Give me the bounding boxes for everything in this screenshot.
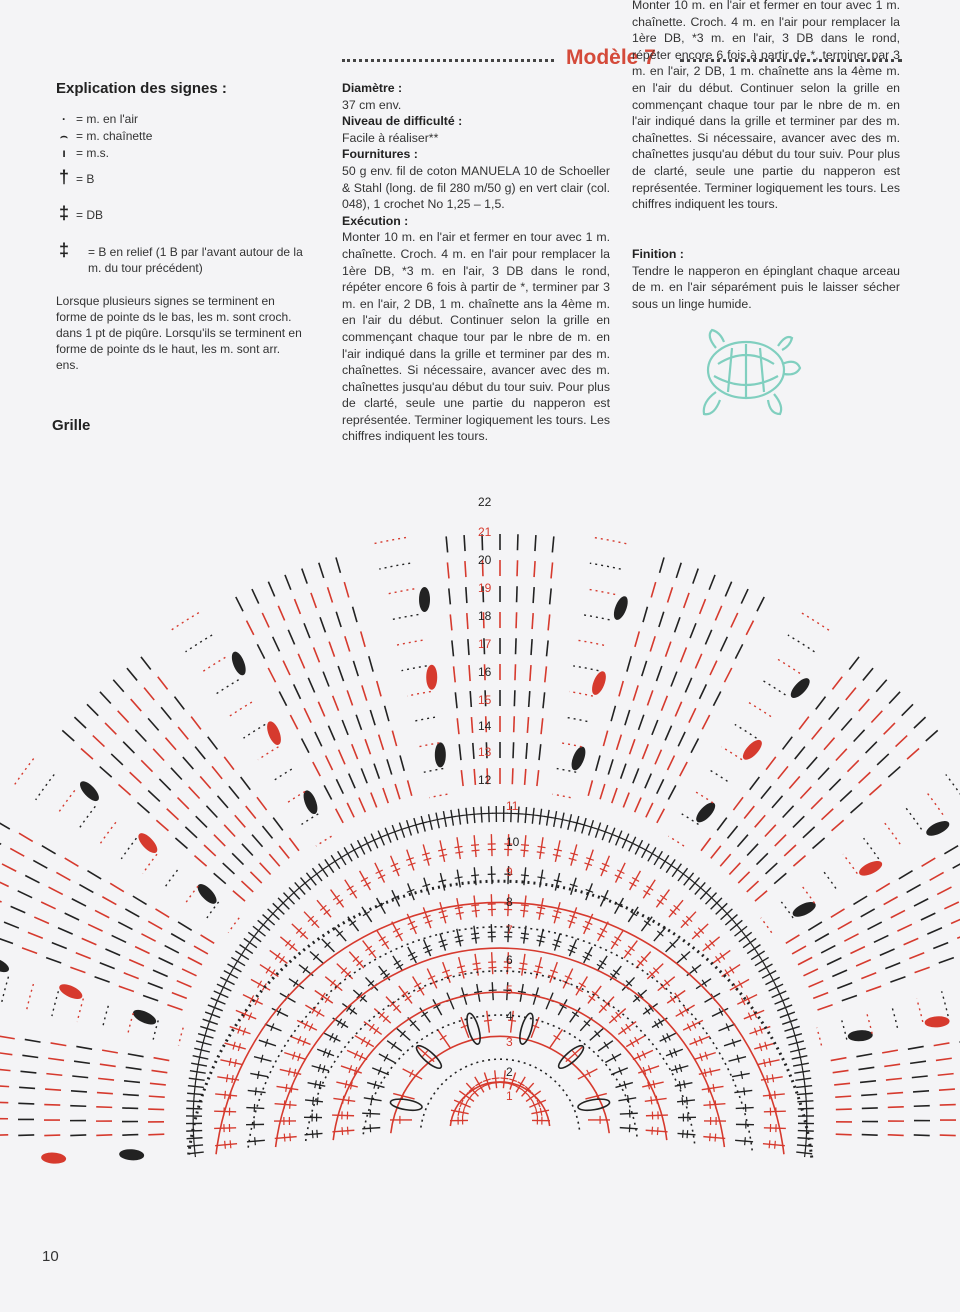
grille-label: Grille bbox=[52, 417, 91, 434]
round-label-2: 2 bbox=[506, 1065, 513, 1079]
round-label-16: 16 bbox=[478, 665, 492, 679]
legend-item-single-crochet: ı = m.s. bbox=[56, 146, 109, 160]
round-label-5: 5 bbox=[506, 983, 513, 997]
double-cross-icon: ‡ bbox=[58, 203, 69, 223]
single-cross-icon: † bbox=[58, 167, 69, 187]
fan-ray bbox=[668, 613, 937, 901]
niveau-label: Niveau de difficulté : bbox=[342, 114, 463, 129]
legend-item-relief-treble: ‡ = B en relief (1 B par l'avant autour de la m. du tour précédent) bbox=[56, 244, 306, 276]
round-label-9: 9 bbox=[506, 865, 513, 879]
fan-ray bbox=[553, 538, 765, 823]
round-label-21: 21 bbox=[478, 525, 492, 539]
fan-ray bbox=[0, 821, 214, 1046]
finition-value: Tendre le napperon en épinglant chaque arceau de m. en l'air séparément puis le laisser sécher sous un linge humide. bbox=[632, 263, 900, 311]
round-label-3: 3 bbox=[506, 1035, 513, 1049]
arc-icon: ⌢ bbox=[60, 129, 68, 143]
relief-cross-icon: ‡ bbox=[58, 240, 69, 260]
crochet-chart bbox=[40, 360, 920, 1240]
round-label-12: 12 bbox=[478, 773, 492, 787]
round-label-20: 20 bbox=[478, 553, 492, 567]
page-number: 10 bbox=[42, 1248, 59, 1265]
round-label-19: 19 bbox=[478, 581, 492, 595]
fournitures-label: Fournitures : bbox=[342, 147, 418, 162]
vertical-bar-icon: ı bbox=[62, 146, 66, 160]
round-label-11: 11 bbox=[506, 799, 519, 813]
legend-item-chain: · = m. en l'air bbox=[56, 112, 138, 126]
round-ring bbox=[450, 1070, 550, 1126]
round-label-15: 15 bbox=[478, 693, 492, 707]
niveau-value: Facile à réaliser** bbox=[342, 130, 439, 145]
fan-ray bbox=[817, 955, 960, 1136]
fournitures-value: 50 g env. fil de coton MANUELA 10 de Schoeller & Stahl (long. de fil 280 m/50 g) en vert clair (col. 048), 1 crochet No 1,25 – 1,5. bbox=[342, 163, 610, 212]
round-label-6: 6 bbox=[506, 953, 513, 967]
execution-value-continued: Monter 10 m. en l'air et fermer en tour avec 1 m. chaînette. Croch. 4 m. en l'air pour remplacer la 1ère DB, *3 m. en l'air, 3 DB dans le rond, répéter encore 6 fois à partir de *, terminer par 3 m. en l'air, 2 DB, 1 m. chaînette ans la 4ème m. en l'air du début. Continuer selon la grille en commençant chaque tour par le nbre de m. en l'air indiqué dans la grille et terminer par des m. chaînettes. Si nécessaire, avancer avec des m. chaînettes jusqu'au début du tour suiv. Pour plus de clarté, seule une partie du napperon est représentée. Terminer logiquement les tours. Les chiffres indiquent les tours. bbox=[632, 0, 900, 212]
instructions-column-middle bbox=[342, 80, 610, 444]
execution-label: Exécution : bbox=[342, 213, 409, 228]
fan-ray bbox=[761, 759, 960, 1010]
diametre-value: 37 cm env. bbox=[342, 97, 402, 112]
fan-ray bbox=[0, 1027, 169, 1166]
round-label-1: 1 bbox=[506, 1089, 513, 1103]
model-title: Modèle 7 bbox=[566, 46, 656, 69]
round-ring bbox=[214, 834, 786, 1154]
dot-icon: · bbox=[62, 112, 66, 126]
legend-item-treble: † = B bbox=[56, 170, 94, 186]
round-ring bbox=[186, 806, 814, 1158]
round-ring bbox=[304, 924, 696, 1143]
crochet-chart-stitches bbox=[0, 534, 960, 1166]
legend-item-double-treble: ‡ = DB bbox=[56, 206, 103, 222]
finition-label: Finition : bbox=[632, 247, 684, 261]
round-label-4: 4 bbox=[506, 1009, 513, 1023]
diametre-label: Diamètre : bbox=[342, 81, 403, 95]
round-label-14: 14 bbox=[478, 719, 492, 733]
round-label-22: 22 bbox=[478, 495, 492, 509]
round-label-18: 18 bbox=[478, 609, 492, 623]
round-label-10: 10 bbox=[506, 835, 520, 849]
fan-ray bbox=[171, 557, 412, 846]
round-label-13: 13 bbox=[478, 745, 492, 759]
round-ring bbox=[421, 1059, 580, 1129]
instructions-column-right bbox=[632, 0, 900, 312]
round-label-17: 17 bbox=[478, 637, 492, 651]
round-label-7: 7 bbox=[506, 923, 513, 937]
legend-title: Explication des signes : bbox=[56, 80, 227, 97]
legend-item-slip-stitch: ⌢ = m. chaînette bbox=[56, 129, 152, 143]
round-label-8: 8 bbox=[506, 895, 513, 909]
legend-note: Lorsque plusieurs signes se terminent en forme de pointe ds le bas, les m. sont croch. dans 1 pt de piqûre. Lorsqu'ils se terminent en forme de pointe ds le haut, les m. sont arr. ens. bbox=[56, 294, 302, 372]
execution-value: Monter 10 m. en l'air et fermer en tour avec 1 m. chaînette. Croch. 4 m. en l'air pour remplacer la 1ère DB, *3 m. en l'air, 3 DB dans le rond, répéter encore 6 fois à partir de *, terminer par 3 m. en l'air, 2 DB, 1 m. chaînette ans la 4ème m. en l'air du début. Continuer selon la grille en commençant chaque tour par le nbre de m. en l'air indiqué dans la grille et terminer par des m. chaînettes. Si nécessaire, avancer avec des m. chaînettes jusqu'au début du tour suiv. Pour plus de clarté, seule une partie du napperon est représentée. Terminer logiquement les tours. Les chiffres indiquent les tours. bbox=[342, 230, 610, 444]
header-rule-left bbox=[342, 59, 554, 62]
